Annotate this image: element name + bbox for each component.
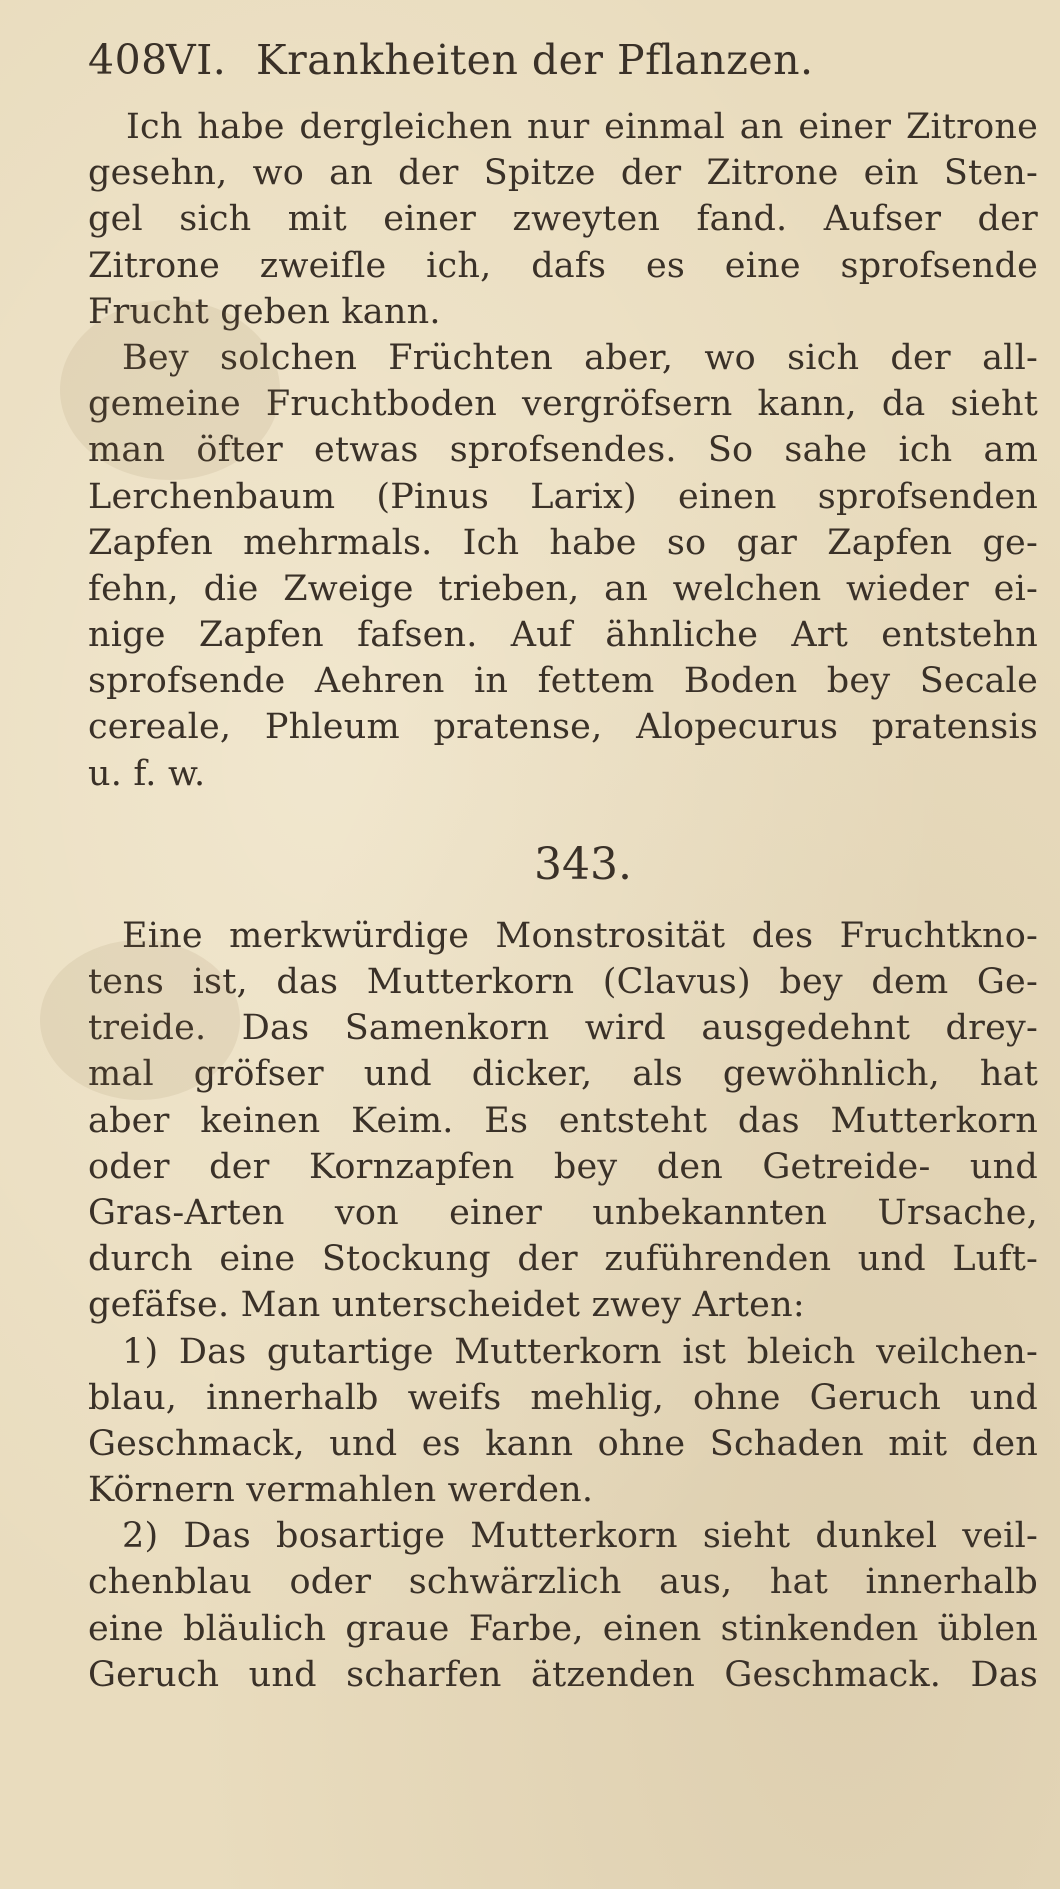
text-line: sprofsende Aehren in fettem Boden bey Secale [88,661,1038,702]
text-line: gel sich mit einer zweyten fand. Aufser der [88,199,1038,240]
text-line: Gras-Arten von einer unbekannten Ursache, [88,1192,1038,1233]
text-line: Frucht geben kann. [88,291,441,332]
text-line: durch eine Stockung der zuführenden und Luft- [88,1239,1038,1280]
page-number: 408 [88,36,168,84]
text-line: 2) Das bosartige Mutterkorn sieht dunkel veil- [122,1516,1038,1557]
text-line: nige Zapfen fafsen. Auf ähnliche Art entstehn [88,615,1038,656]
paragraph-3 [88,913,1038,1329]
text-line: tens ist, das Mutterkorn (Clavus) bey dem Ge- [88,962,1038,1002]
text-line: gesehn, wo an der Spitze der Zitrone ein Sten- [88,153,1038,194]
text-line: u. f. w. [88,753,206,794]
text-line: Geruch und scharfen ätzenden Geschmack. Das [88,1654,1038,1695]
text-line: treide. Das Samenkorn wird ausgedehnt drey- [88,1008,1038,1049]
text-line: Körnern vermahlen werden. [88,1470,594,1511]
text-line: man öfter etwas sprofsendes. So sahe ich am [88,430,1038,471]
paragraph-2 [88,335,1038,797]
text-line: Zitrone zweifle ich, dafs es eine sprofsende [88,245,1038,286]
chapter-number: VI. [166,36,227,84]
text-line: fehn, die Zweige trieben, an welchen wieder ei- [88,568,1038,609]
text-line: gefäfse. Man unterscheidet zwey Arten: [88,1285,805,1326]
section-number: 343. [534,838,632,890]
running-head [88,36,1038,98]
text-line: blau, innerhalb weifs mehlig, ohne Geruch und [88,1377,1038,1418]
list-item-2 [88,1513,1038,1698]
text-line: Ich habe dergleichen nur einmal an einer Zitrone [126,107,1038,147]
text-line: Lerchenbaum (Pinus Larix) einen sprofsenden [88,476,1038,517]
text-line: chenblau oder schwärzlich aus, hat innerhalb [88,1562,1038,1603]
text-line: Bey solchen Früchten aber, wo sich der all- [122,337,1038,378]
list-item-1 [88,1329,1038,1514]
text-line: mal gröfser und dicker, als gewöhnlich, hat [88,1054,1038,1095]
text-line: oder der Kornzapfen bey den Getreide- und [88,1146,1038,1187]
running-head-title: Krankheiten der Pflanzen. [256,36,814,84]
text-line: gemeine Fruchtboden vergröfsern kann, da sieht [88,384,1038,425]
text-line: 1) Das gutartige Mutterkorn ist bleich veilchen- [122,1331,1038,1372]
text-line: eine bläulich graue Farbe, einen stinkenden üblen [88,1608,1038,1649]
text-line: Geschmack, und es kann ohne Schaden mit den [88,1423,1038,1464]
text-line: Zapfen mehrmals. Ich habe so gar Zapfen ge- [88,522,1038,563]
paragraph-1 [88,104,1038,335]
text-line: Eine merkwürdige Monstrosität des Fruchtkno- [122,915,1038,956]
text-line: cereale, Phleum pratense, Alopecurus pratensis [88,707,1038,748]
text-line: aber keinen Keim. Es entsteht das Mutterkorn [88,1100,1038,1141]
